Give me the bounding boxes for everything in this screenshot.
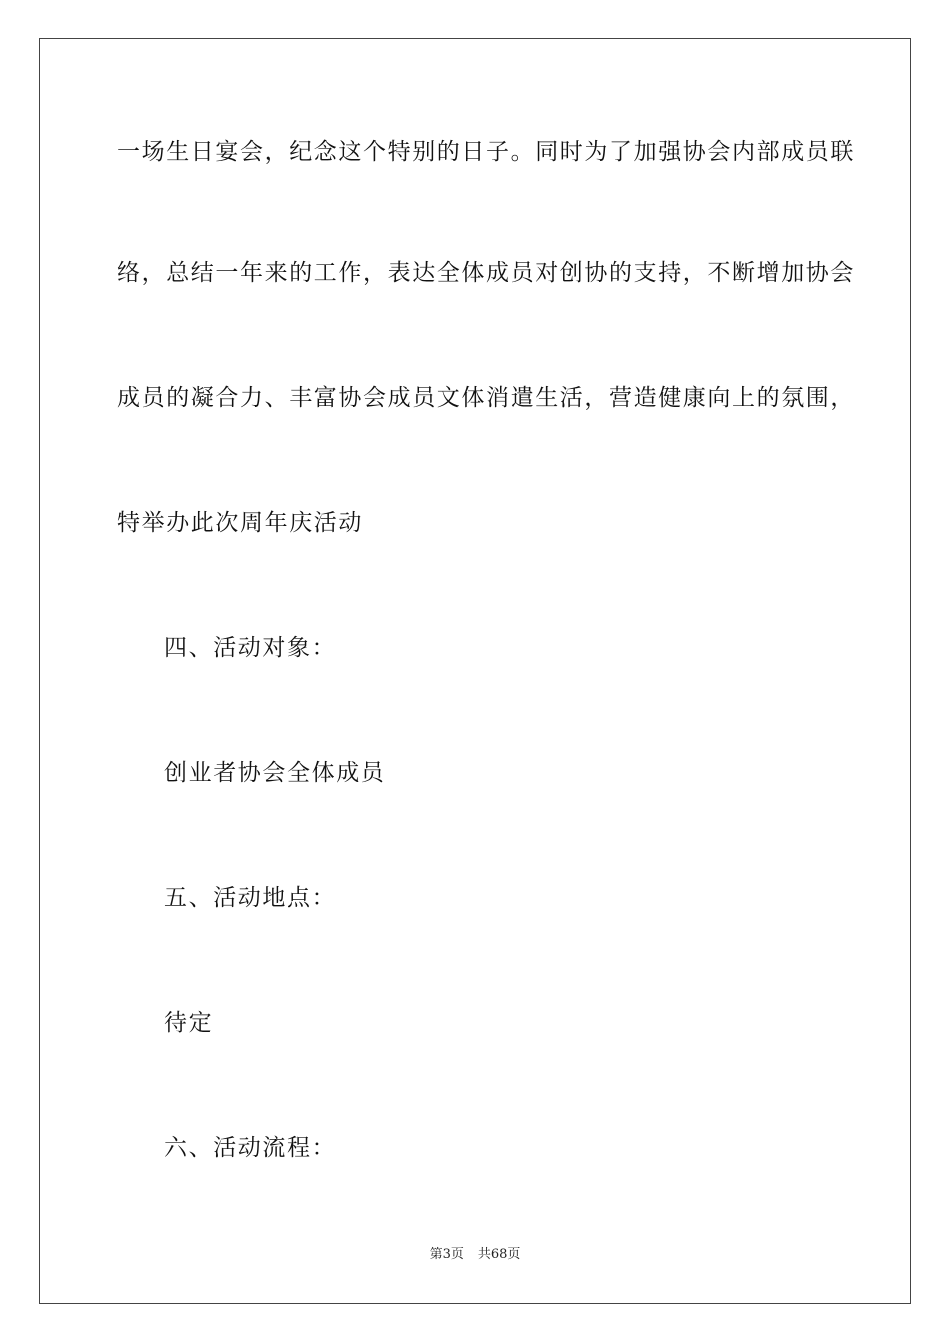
section-5-heading: 五、活动地点： (164, 885, 337, 911)
paragraph-line-2: 络，总结一年来的工作，表达全体成员对创协的支持，不断增加协会 (117, 260, 855, 286)
page-border (39, 38, 911, 1304)
page-footer (0, 1246, 950, 1264)
section-6-heading: 六、活动流程： (164, 1135, 337, 1161)
section-5-body: 待定 (164, 1010, 214, 1036)
section-4-body: 创业者协会全体成员 (164, 760, 386, 786)
section-4-heading: 四、活动对象： (164, 635, 337, 661)
total-pages-label: 共68页 (477, 1247, 521, 1262)
paragraph-line-3: 成员的凝合力、丰富协会成员文体消遣生活，营造健康向上的氛围， (117, 385, 855, 411)
paragraph-line-4: 特举办此次周年庆活动 (117, 510, 363, 536)
paragraph-line-1: 一场生日宴会，纪念这个特别的日子。同时为了加强协会内部成员联 (117, 139, 855, 165)
current-page-label: 第3页 (429, 1247, 464, 1262)
